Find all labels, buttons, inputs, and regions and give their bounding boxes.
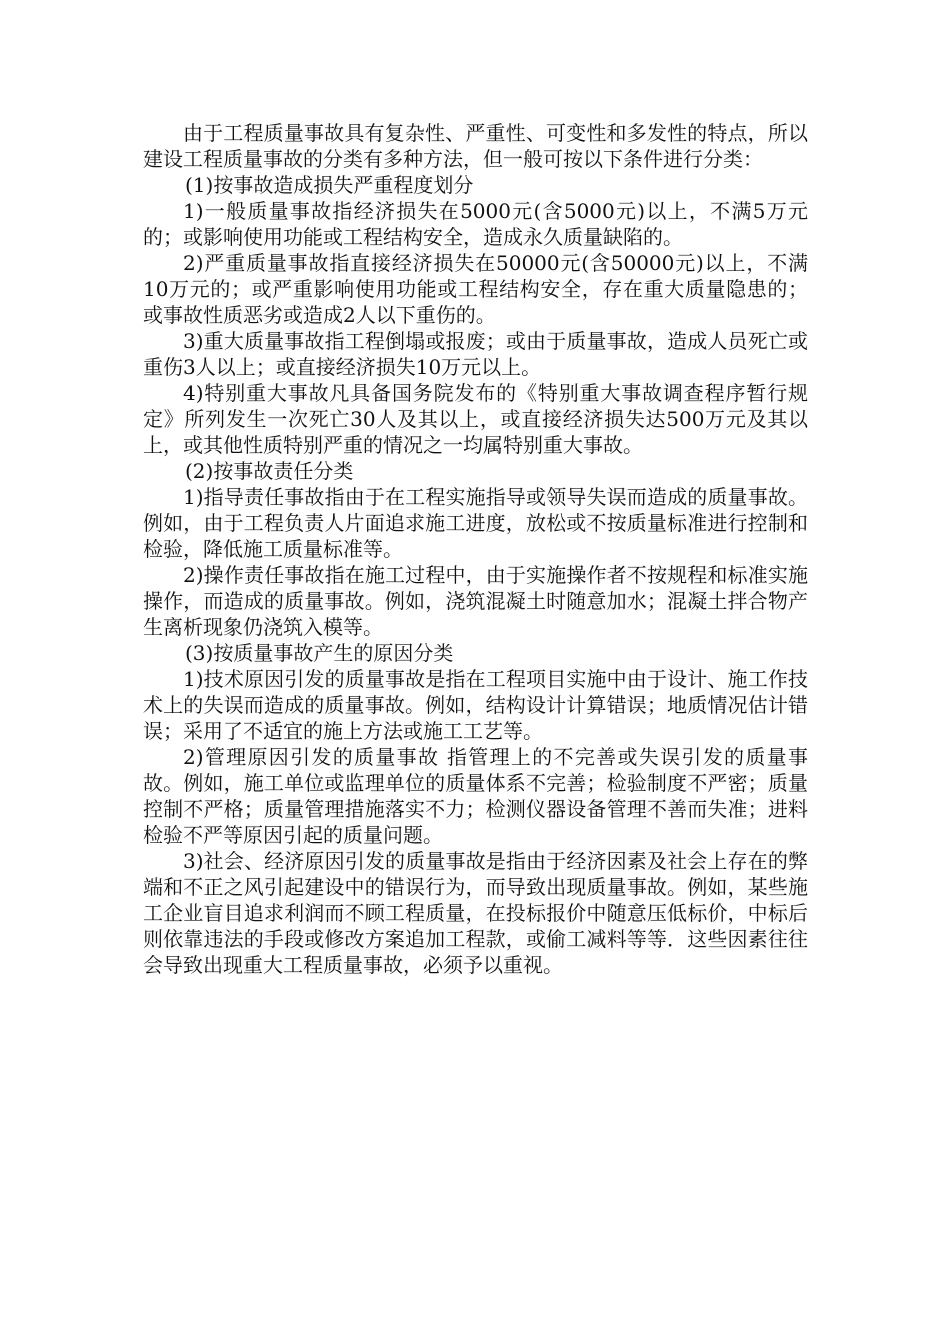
paragraph-3-2: 2)管理原因引发的质量事故 指管理上的不完善或失误引发的质量事故。例如，施工单位或监理单位的质量体系不完善；检验制度不严密；质量控制不严格；质量管理措施落实不力；检测仪器设备管理不善而失准；进料检验不严等原因引起的质量问题。 [143,745,808,847]
paragraph-intro: 由于工程质量事故具有复杂性、严重性、可变性和多发性的特点，所以建设工程质量事故的分类有多种方法，但一般可按以下条件进行分类： [143,121,808,171]
paragraph-1-2: 2)严重质量事故指直接经济损失在50000元(含50000元)以上，不满10万元的；或严重影响使用功能或工程结构安全，存在重大质量隐患的；或事故性质恶劣或造成2人以下重伤的。 [143,251,808,327]
paragraph-2-1: 1)指导责任事故指由于在工程实施指导或领导失误而造成的质量事故。例如，由于工程负责人片面追求施工进度，放松或不按质量标准进行控制和检验，降低施工质量标准等。 [143,485,808,561]
paragraph-3-3: 3)社会、经济原因引发的质量事故是指由于经济因素及社会上存在的弊端和不正之风引起建设中的错误行为，而导致出现质量事故。例如，某些施工企业盲目追求利润而不顾工程质量，在投标报价中随意压低标价，中标后则依靠违法的手段或修改方案追加工程款，或偷工减料等等．这些因素往往会导致出现重大工程质量事故，必须予以重视。 [143,849,808,977]
section-heading-3: (3)按质量事故产生的原因分类 [185,641,454,665]
section-heading-2: (2)按事故责任分类 [185,459,354,483]
document-body [143,120,808,978]
paragraph-1-4: 4)特别重大事故凡具备国务院发布的《特别重大事故调查程序暂行规定》所列发生一次死亡30人及其以上，或直接经济损失达500万元及其以上，或其他性质特别严重的情况之一均属特别重大事故。 [143,381,808,457]
paragraph-3-1: 1)技术原因引发的质量事故是指在工程项目实施中由于设计、施工作技术上的失误而造成的质量事故。例如，结构设计计算错误；地质情况估计错误；采用了不适宜的施上方法或施工工艺等。 [143,667,808,743]
paragraph-2-2: 2)操作责任事故指在施工过程中，由于实施操作者不按规程和标准实施操作，而造成的质量事故。例如，浇筑混凝土时随意加水；混凝土拌合物产生离析现象仍浇筑入模等。 [143,563,808,639]
paragraph-1-1: 1)一般质量事故指经济损失在5000元(含5000元)以上，不满5万元的；或影响使用功能或工程结构安全，造成永久质量缺陷的。 [143,199,808,249]
section-heading-1: (1)按事故造成损失严重程度划分 [185,173,474,197]
paragraph-1-3: 3)重大质量事故指工程倒塌或报废；或由于质量事故，造成人员死亡或重伤3人以上；或直接经济损失10万元以上。 [143,329,808,379]
